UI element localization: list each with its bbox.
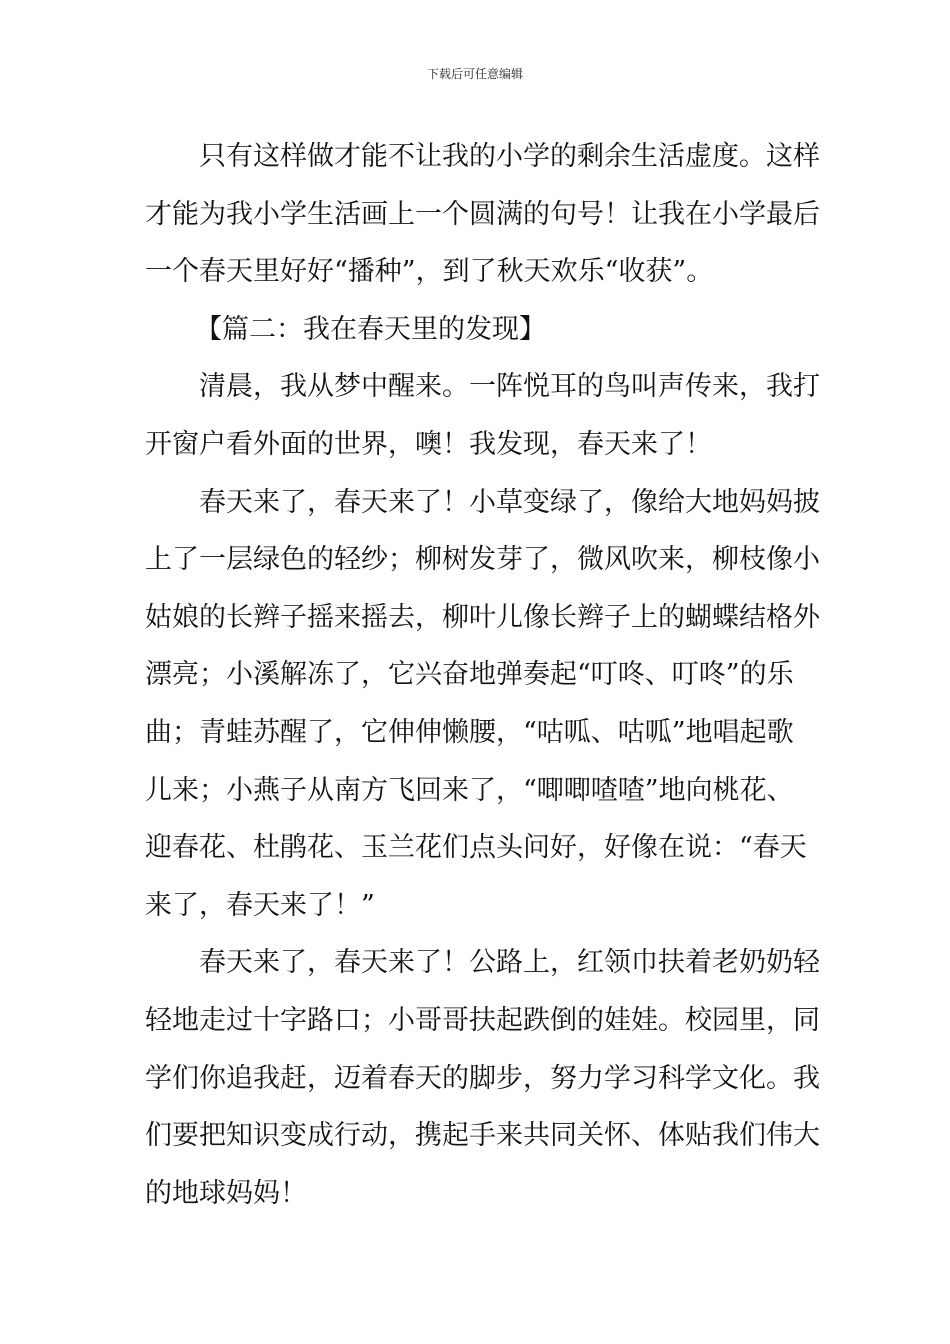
paragraph <box>145 474 820 935</box>
text-line: 才能为我小学生活画上一个圆满的句号！让我在小学最后 <box>145 198 820 230</box>
text-line: 一个春天里好好“播种”，到了秋天欢乐“收获”。 <box>145 256 714 288</box>
text-line: 开窗户看外面的世界，噢！我发现，春天来了！ <box>145 428 712 460</box>
text-line: 春天来了，春天来了！小草变绿了，像给大地妈妈披 <box>199 486 820 518</box>
document-body <box>145 128 820 1222</box>
text-line: 只有这样做才能不让我的小学的剩余生活虚度。这样 <box>199 141 820 172</box>
text-line: 的地球妈妈！ <box>145 1177 307 1209</box>
text-line: 春天来了，春天来了！公路上，红领巾扶着老奶奶轻 <box>199 947 820 979</box>
text-line: 漂亮；小溪解冻了，它兴奋地弹奏起“叮咚、叮咚”的乐 <box>145 659 794 691</box>
section-heading <box>145 301 809 359</box>
heading-line: 【篇二：我在春天里的发现】 <box>195 313 546 345</box>
text-line: 清晨，我从梦中醒来。一阵悦耳的鸟叫声传来，我打 <box>199 371 820 403</box>
text-line: 学们你追我赶，迈着春天的脚步，努力学习科学文化。我 <box>145 1062 820 1094</box>
text-line: 曲；青蛙苏醒了，它伸伸懒腰，“咕呱、咕呱”地唱起歌 <box>145 716 794 748</box>
paragraph <box>145 934 820 1222</box>
text-line: 儿来；小燕子从南方飞回来了，“唧唧喳喳”地向桃花、 <box>145 774 794 806</box>
text-line: 姑娘的长辫子摇来摇去，柳叶儿像长辫子上的蝴蝶结格外 <box>145 601 820 633</box>
text-line: 迎春花、杜鹃花、玉兰花们点头问好，好像在说：“春天 <box>145 832 807 864</box>
paragraph <box>145 358 820 473</box>
text-line: 上了一层绿色的轻纱；柳树发芽了，微风吹来，柳枝像小 <box>145 544 820 576</box>
text-line: 们要把知识变成行动，携起手来共同关怀、体贴我们伟大 <box>145 1120 820 1152</box>
text-line: 轻地走过十字路口；小哥哥扶起跌倒的娃娃。校园里，同 <box>145 1004 820 1036</box>
paragraph <box>145 128 820 301</box>
page-header-note: 下载后可任意编辑 <box>426 67 523 81</box>
text-line: 来了，春天来了！” <box>145 889 375 921</box>
